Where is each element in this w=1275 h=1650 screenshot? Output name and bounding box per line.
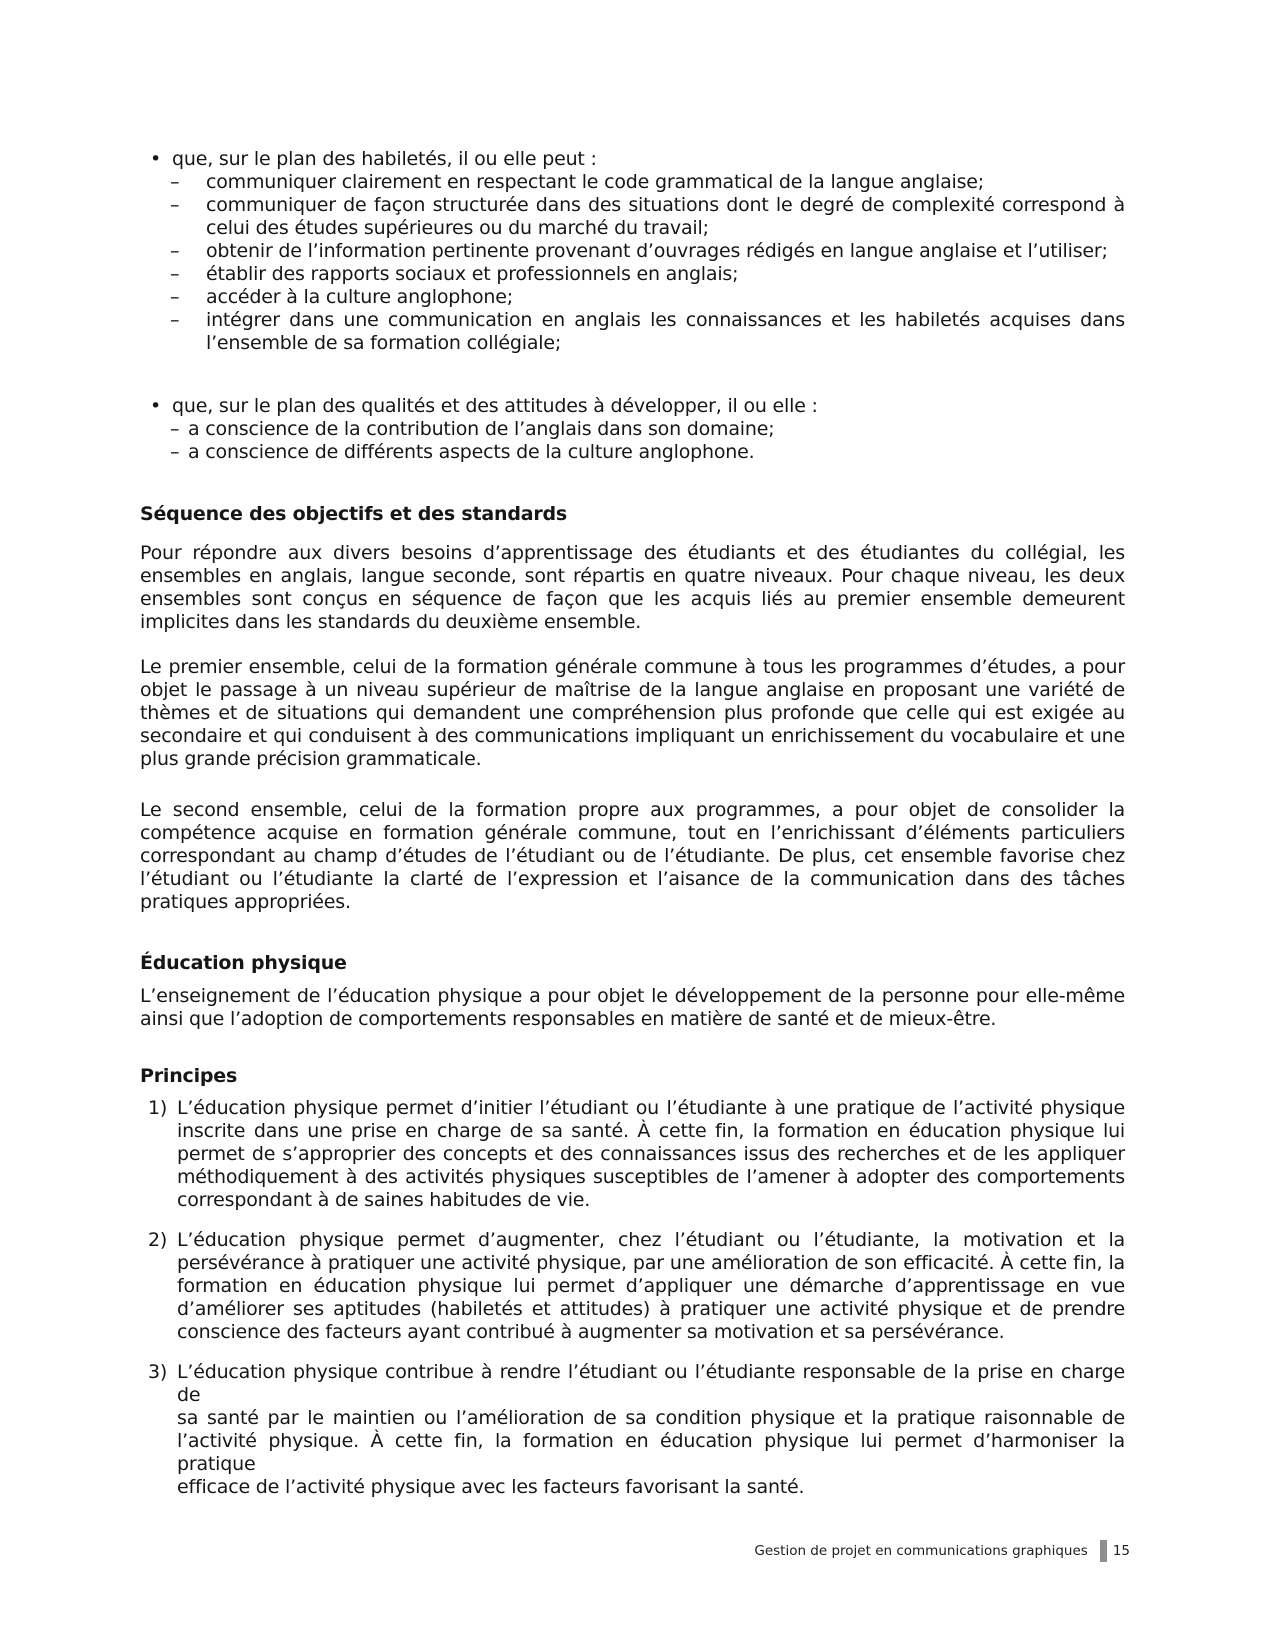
text-line: efficace de l’activité physique avec les facteurs favorisant la santé.	[177, 1476, 805, 1498]
text-line: correspondant au champ d’études de l’étudiant ou de l’étudiante. De plus, cet ensemble favorise chez	[140, 845, 1125, 867]
numbered-item	[140, 1229, 1125, 1344]
item-number: 3)	[148, 1361, 168, 1383]
bullet-icon: •	[150, 148, 162, 170]
dash-icon: –	[170, 263, 180, 285]
text-line: d’améliorer ses aptitudes (habiletés et attitudes) à pratiquer une activité physique et de prendre	[177, 1298, 1125, 1320]
text-line: conscience des facteurs ayant contribué à augmenter sa motivation et sa persévérance.	[177, 1321, 1005, 1343]
text-line: méthodiquement à des activités physiques susceptibles de l’amener à adopter des comportements	[177, 1166, 1125, 1188]
text-line: l’ensemble de sa formation collégiale;	[206, 332, 562, 354]
text-line: implicites dans les standards du deuxième ensemble.	[140, 611, 642, 633]
bullet-list-qualites	[140, 395, 1125, 464]
dash-item	[140, 263, 1125, 286]
text-line: ensembles en anglais, langue seconde, sont répartis en quatre niveaux. Pour chaque niveau, les deux	[140, 565, 1125, 587]
dash-icon: –	[170, 194, 180, 216]
bullet-item	[140, 395, 1125, 418]
text-line: ainsi que l’adoption de comportements responsables en matière de santé et de mieux-être.	[140, 1008, 997, 1030]
dash-icon: –	[170, 418, 180, 440]
text-line: persévérance à pratiquer une activité physique, par une amélioration de son efficacité. À cette fin, la	[177, 1252, 1125, 1274]
text-line: formation en éducation physique lui permet d’appliquer une démarche d’apprentissage en vue	[177, 1275, 1125, 1297]
dash-icon: –	[170, 171, 180, 193]
text-line: L’éducation physique contribue à rendre l’étudiant ou l’étudiante responsable de la prise en charge de	[177, 1361, 1125, 1406]
item-number: 2)	[148, 1229, 168, 1251]
text-line: communiquer de façon structurée dans des situations dont le degré de complexité correspond à	[206, 194, 1125, 216]
text-line: celui des études supérieures ou du marché du travail;	[206, 217, 709, 239]
numbered-item	[140, 1361, 1125, 1499]
text-line: Le premier ensemble, celui de la formation générale commune à tous les programmes d’études, a pour	[140, 656, 1125, 678]
text-line: Le second ensemble, celui de la formation propre aux programmes, a pour objet de consolider la	[140, 799, 1125, 821]
dash-item	[140, 171, 1125, 194]
paragraph	[140, 985, 1125, 1031]
text-line: ensembles sont conçus en séquence de façon que les acquis liés au premier ensemble demeurent	[140, 588, 1125, 610]
footer-title: Gestion de projet en communications graphiques	[754, 1543, 1088, 1559]
document-content	[140, 148, 1125, 1516]
section-heading-principes: Principes	[140, 1065, 238, 1087]
text-line: a conscience de la contribution de l’anglais dans son domaine;	[188, 418, 775, 440]
text-line: l’activité physique. À cette fin, la formation en éducation physique lui permet d’harmoniser la pratique	[177, 1430, 1125, 1475]
text-line: sa santé par le maintien ou l’amélioration de sa condition physique et la pratique raisonnable de	[177, 1407, 1125, 1429]
bullet-lead-text: que, sur le plan des qualités et des attitudes à développer, il ou elle :	[172, 395, 818, 417]
text-line: établir des rapports sociaux et professionnels en anglais;	[206, 263, 739, 285]
dash-item	[140, 441, 1125, 464]
text-line: pratiques appropriées.	[140, 891, 351, 913]
page-number: 15	[1112, 1543, 1130, 1559]
footer-separator-bar	[1100, 1540, 1107, 1562]
item-number: 1)	[148, 1097, 168, 1119]
bullet-item	[140, 148, 1125, 171]
bullet-list-habiletes	[140, 148, 1125, 355]
text-line: L’enseignement de l’éducation physique a pour objet le développement de la personne pour elle-même	[140, 985, 1125, 1007]
text-line: communiquer clairement en respectant le code grammatical de la langue anglaise;	[206, 171, 984, 193]
text-line: plus grande précision grammaticale.	[140, 748, 482, 770]
paragraph	[140, 799, 1125, 914]
text-line: thèmes et de situations qui demandent une compréhension plus profonde que celle qui est exigée au	[140, 702, 1125, 724]
text-line: L’éducation physique permet d’augmenter, chez l’étudiant ou l’étudiante, la motivation et la	[177, 1229, 1125, 1251]
text-line: objet le passage à un niveau supérieur de maîtrise de la langue anglaise en proposant une variété de	[140, 679, 1125, 701]
text-line: l’étudiant ou l’étudiante la clarté de l’expression et l’aisance de la communication dans des tâches	[140, 868, 1125, 890]
dash-item	[140, 240, 1125, 263]
dash-icon: –	[170, 240, 180, 262]
text-line: accéder à la culture anglophone;	[206, 286, 513, 308]
bullet-icon: •	[150, 395, 162, 417]
numbered-item	[140, 1097, 1125, 1212]
section-heading-sequence: Séquence des objectifs et des standards	[140, 503, 568, 525]
dash-item	[140, 418, 1125, 441]
text-line: compétence acquise en formation générale commune, tout en l’enrichissant d’éléments particuliers	[140, 822, 1125, 844]
text-line: permet de s’approprier des concepts et des connaissances issus des recherches et de les appliquer	[177, 1143, 1125, 1165]
text-line: L’éducation physique permet d’initier l’étudiant ou l’étudiante à une pratique de l’activité physique	[177, 1097, 1125, 1119]
text-line: Pour répondre aux divers besoins d’apprentissage des étudiants et des étudiantes du collégial, les	[140, 542, 1125, 564]
dash-icon: –	[170, 441, 180, 463]
section-heading-education-physique: Éducation physique	[140, 952, 347, 974]
dash-item	[140, 194, 1125, 240]
text-line: a conscience de différents aspects de la culture anglophone.	[188, 441, 755, 463]
text-line: secondaire et qui conduisent à des communications impliquant un enrichissement du vocabulaire et une	[140, 725, 1125, 747]
bullet-lead-text: que, sur le plan des habiletés, il ou elle peut :	[172, 148, 597, 170]
text-line: obtenir de l’information pertinente provenant d’ouvrages rédigés en langue anglaise et l’utiliser;	[206, 240, 1108, 262]
page-footer	[754, 1540, 1130, 1562]
paragraph	[140, 656, 1125, 771]
dash-item	[140, 286, 1125, 309]
dash-icon: –	[170, 286, 180, 308]
text-line: intégrer dans une communication en anglais les connaissances et les habiletés acquises dans	[206, 309, 1125, 331]
dash-item	[140, 309, 1125, 355]
dash-icon: –	[170, 309, 180, 331]
text-line: correspondant à de saines habitudes de vie.	[177, 1189, 591, 1211]
text-line: inscrite dans une prise en charge de sa santé. À cette fin, la formation en éducation physique lui	[177, 1120, 1125, 1142]
paragraph	[140, 542, 1125, 634]
